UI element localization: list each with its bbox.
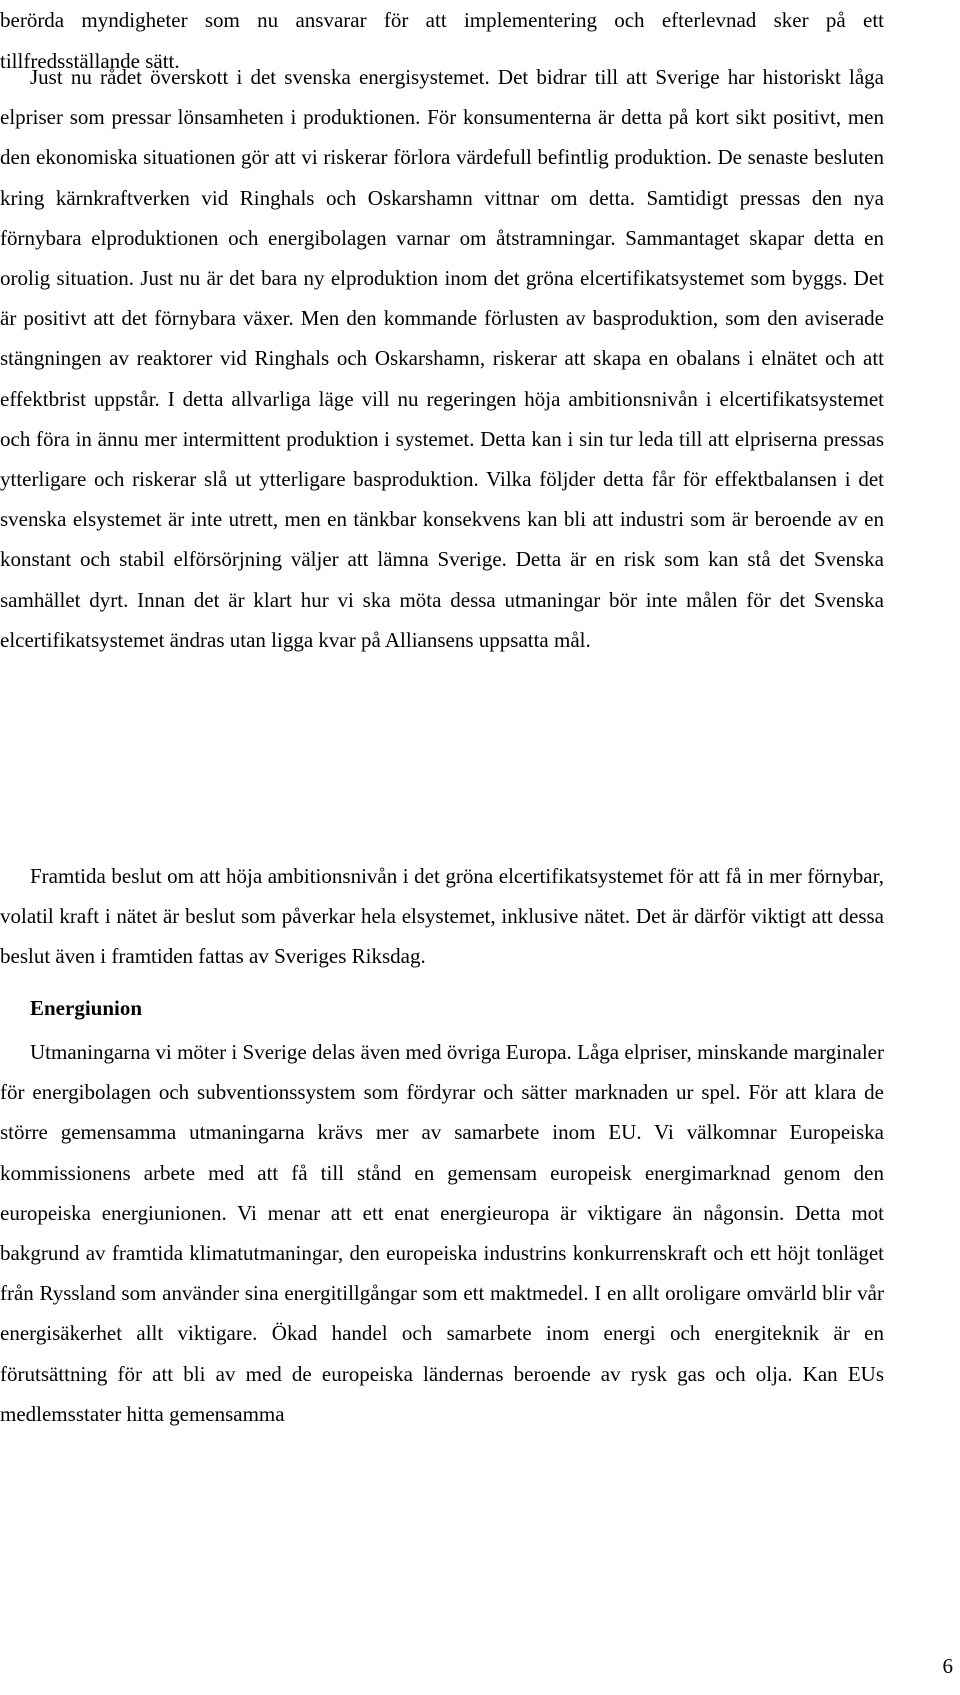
page-number: 6 [942, 1654, 953, 1678]
paragraph-energy-surplus: Just nu rådet överskott i det svenska energisystemet. Det bidrar till att Sverige har historiskt låga elpriser som pressar lönsamheten i produktionen. För konsumenterna är detta på kort sikt positivt, men den ekonomiska situationen gör att vi riskerar förlora värdefull befintlig produktion. De senaste besluten kring kärnkraftverken vid Ringhals och Oskarshamn vittnar om detta. Samtidigt pressas den nya förnybara elproduktionen och energibolagen varnar om åtstramningar. Sammantaget skapar detta en orolig situation. Just nu är det bara ny elproduktion inom det gröna elcertifikatsystemet som byggs. Det är positivt att det förnybara växer. Men den kommande förlusten av basproduktion, som den aviserade stängningen av reaktorer vid Ringhals och Oskarshamn, riskerar att skapa en obalans i elnätet och att effektbrist uppstår. I detta allvarliga läge vill nu regeringen höja ambitionsnivån i elcertifikatsystemet och föra in ännu mer intermittent produktion i systemet. Detta kan i sin tur leda till att elpriserna pressas ytterligare och riskerar slå ut ytterligare basproduktion. Vilka följder detta får för effektbalansen i det svenska elsystemet är inte utrett, men en tänkbar konsekvens kan bli att industri som är beroende av en konstant och stabil elförsörjning väljer att lämna Sverige. Detta är en risk som kan stå det Svenska samhället dyrt. Innan det är klart hur vi ska möta dessa utmaningar bör inte målen för det Svenska elcertifikatsystemet ändras utan ligga kvar på Alliansens uppsatta mål. [0, 65, 884, 652]
section-heading: Energiunion [30, 996, 143, 1020]
paragraph-intro-continuation: berörda myndigheter som nu ansvarar för att implementering och efterlevnad sker på ett tillfredsställande sätt. [0, 8, 884, 73]
paragraph-energy-union: Utmaningarna vi möter i Sverige delas även med övriga Europa. Låga elpriser, minskande marginaler för energibolagen och subventionssystem som fördyrar och sätter marknaden ur spel. För att klara de större gemensamma utmaningarna krävs mer av samarbete inom EU. Vi välkomnar Europeiska kommissionens arbete med att få till stånd en gemensam europeisk energimarknad genom den europeiska energiunionen. Vi menar att ett enat energieuropa är viktigare än någonsin. Detta mot bakgrund av framtida klimatutmaningar, den europeiska industrins konkurrenskraft och ett höjt tonläget från Ryssland som använder sina energitillgångar som ett maktmedel. I en allt oroligare omvärld blir vår energisäkerhet allt viktigare. Ökad handel och samarbete inom energi och energiteknik är en förutsättning för att bli av med de europeiska ländernas beroende av rysk gas och olja. Kan EUs medlemsstater hitta gemensamma [0, 1040, 884, 1426]
paragraph-future-decisions: Framtida beslut om att höja ambitionsnivån i det gröna elcertifikatsystemet för att få in mer förnybar, volatil kraft i nätet är beslut som påverkar hela elsystemet, inklusive nätet. Det är därför viktigt att dessa beslut även i framtiden fattas av Sveriges Riksdag. [0, 864, 884, 969]
